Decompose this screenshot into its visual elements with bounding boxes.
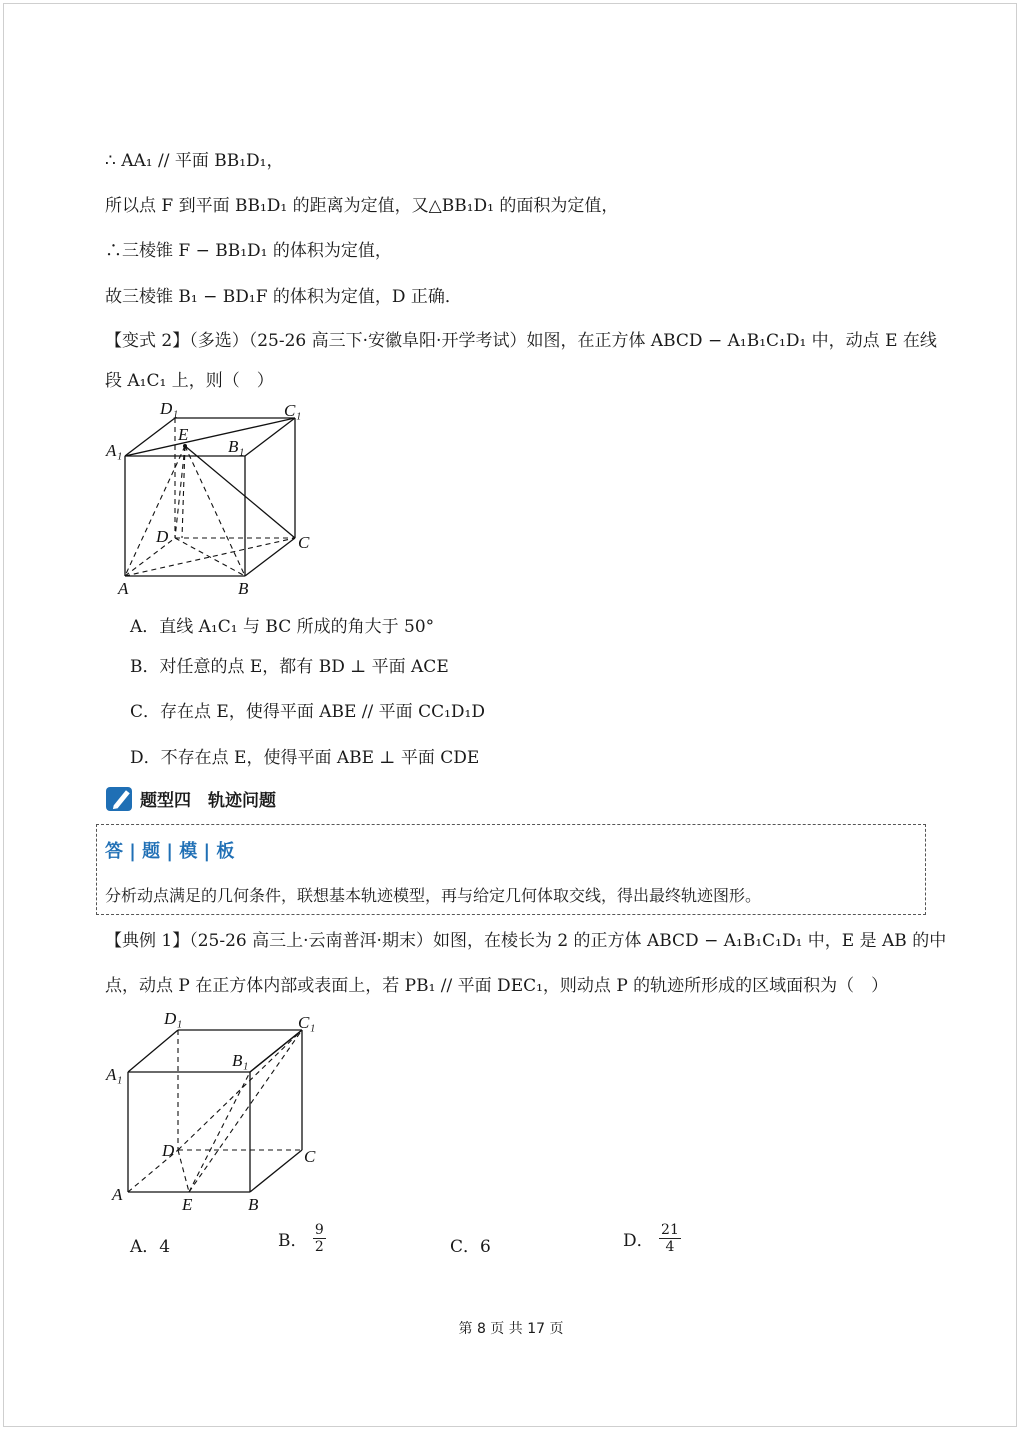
example1-option-a [130,1232,170,1257]
option-a-value: 4 [159,1237,171,1257]
label-D1: D₁ [160,399,179,418]
label-D: D [156,527,169,546]
label-C: C [298,533,310,552]
label-B: B [248,1195,259,1214]
answer-template-heading: 答 | 题 | 模 | 板 [105,841,235,862]
option-b-numerator: 9 [314,1222,324,1238]
section-title-text: 题型四 轨迹问题 [140,790,276,811]
label-C1: C₁ [298,1013,316,1032]
label-D: D [162,1141,175,1160]
proof-line-3: ∴三棱锥 F − BB₁D₁ 的体积为定值， [105,241,392,261]
option-d-numerator: 21 [661,1222,679,1238]
example1-question-line-2: 点，动点 P 在正方体内部或表面上，若 PB₁ // 平面 DEC₁，则动点 P 的轨迹所形成的区域面积为（ ） [105,976,889,996]
option-b-fraction [313,1222,326,1255]
variant2-option-d: D．不存在点 E，使得平面 ABE ⊥ 平面 CDE [130,748,480,768]
answer-template-body: 分析动点满足的几何条件，联想基本轨迹模型，再与给定几何体取交线，得出最终轨迹图形。 [105,886,762,905]
variant2-option-c: C．存在点 E，使得平面 ABE // 平面 CC₁D₁D [130,702,485,722]
variant2-question-line-2: 段 A₁C₁ 上，则（ ） [105,371,274,391]
pen-square-icon [104,783,138,813]
option-d-label: D． [623,1231,654,1251]
option-d-denominator: 4 [665,1239,675,1255]
label-C1: C₁ [284,401,302,420]
cube-figure-variant2 [100,396,330,601]
example1-question-line-1: 【典例 1】（25-26 高三上·云南普洱·期末）如图，在棱长为 2 的正方体 ABCD − A₁B₁C₁D₁ 中，E 是 AB 的中 [105,931,947,951]
label-C: C [304,1147,316,1166]
label-A: A [112,1185,123,1204]
option-c-label: C． [450,1237,481,1257]
option-a-label: A． [130,1237,160,1257]
example1-option-c [450,1232,491,1257]
proof-line-4: 故三棱锥 B₁ − BD₁F 的体积为定值，D 正确． [105,287,462,307]
section-title [104,782,276,814]
label-B1: B₁ [228,437,245,456]
variant2-option-a: A．直线 A₁C₁ 与 BC 所成的角大于 50° [130,617,435,637]
label-D1: D₁ [164,1009,183,1028]
proof-line-2: 所以点 F 到平面 BB₁D₁ 的距离为定值，又△BB₁D₁ 的面积为定值， [105,196,619,216]
option-b-label: B． [278,1231,308,1251]
label-A: A [118,579,129,598]
example1-option-b [278,1222,326,1255]
option-c-value: 6 [480,1237,491,1257]
example1-option-d [623,1222,681,1255]
label-A1: A₁ [106,441,123,460]
variant2-option-b: B．对任意的点 E，都有 BD ⊥ 平面 ACE [130,657,449,677]
answer-template-box [96,824,926,915]
label-A1: A₁ [106,1065,123,1084]
page-footer: 第 8 页 共 17 页 [458,1321,564,1337]
option-d-fraction [659,1222,681,1255]
label-B1: B₁ [232,1051,249,1070]
label-E: E [178,425,189,444]
option-b-denominator: 2 [314,1239,324,1255]
cube-figure-example1 [100,1004,330,1219]
label-E: E [182,1195,193,1214]
proof-line-1: ∴ AA₁ // 平面 BB₁D₁， [105,151,284,171]
variant2-question-line-1: 【变式 2】（多选）（25-26 高三下·安徽阜阳·开学考试）如图，在正方体 ABCD − A₁B₁C₁D₁ 中，动点 E 在线 [105,331,937,351]
label-B: B [238,579,249,598]
